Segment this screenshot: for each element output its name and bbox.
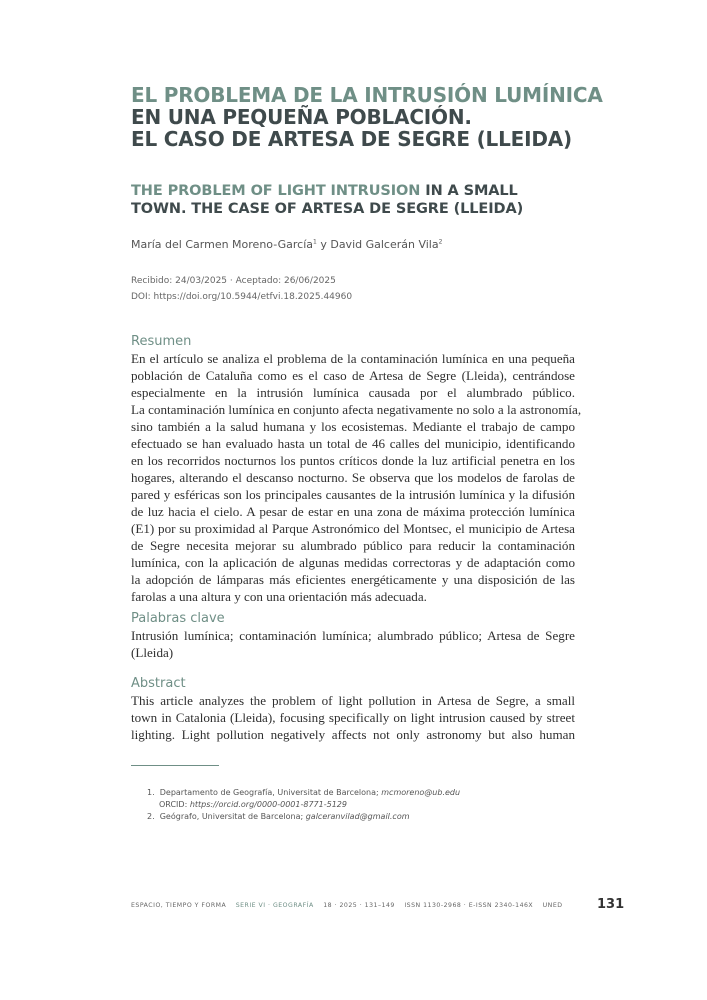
resumen-line: de Segre necesita mejorar su alumbrado público para reducir la contaminación bbox=[131, 538, 575, 553]
authors bbox=[131, 238, 442, 251]
title-line-2: EN UNA PEQUEÑA POBLACIÓN. bbox=[131, 105, 472, 129]
footnote-2-text: Geógrafo, Universitat de Barcelona; bbox=[159, 812, 306, 821]
resumen-line: lumínica, con la aplicación de algunas medidas correctoras y de adaptación como bbox=[131, 555, 575, 570]
author-2: David Galcerán Vila bbox=[330, 238, 439, 251]
resumen-line: hogares, alterando el descanso nocturno. Se observa que los modelos de farolas de bbox=[131, 470, 575, 485]
palabras-clave-line: (Lleida) bbox=[131, 645, 174, 660]
title-en-part-1: THE PROBLEM OF LIGHT INTRUSION bbox=[131, 183, 421, 199]
author-2-footnote-ref[interactable]: 2 bbox=[438, 238, 443, 246]
title-line-3: EL CASO DE ARTESA DE SEGRE (LLEIDA) bbox=[131, 127, 572, 151]
footnote-1-orcid bbox=[147, 799, 460, 811]
author-1: María del Carmen Moreno-García bbox=[131, 238, 313, 251]
palabras-clave-line: Intrusión lumínica; contaminación lumínica; alumbrado público; Artesa de Segre bbox=[131, 628, 575, 643]
resumen-line: sino también a la salud humana y los ecosistemas. Mediante el trabajo de campo bbox=[131, 419, 575, 434]
footnote-1-orcid-link[interactable]: https://orcid.org/0000-0001-8771-5129 bbox=[189, 800, 347, 809]
resumen-line: de luz hacia el cielo. A pesar de estar en una zona de máxima protección lumínica bbox=[131, 504, 575, 519]
footer-publisher: UNED bbox=[542, 902, 563, 909]
doi-link[interactable]: DOI: https://doi.org/10.5944/etfvi.18.2025.44960 bbox=[131, 292, 353, 302]
author-conjunction: y bbox=[316, 238, 331, 251]
abstract-line: lighting. Light pollution negatively affects not only astronomy but also human bbox=[131, 727, 575, 742]
footnote-divider bbox=[131, 765, 219, 766]
resumen-line: pared y esféricas son los principales causantes de la intrusión lumínica y la difusión bbox=[131, 487, 575, 502]
abstract-body bbox=[131, 692, 575, 743]
footnotes bbox=[147, 787, 460, 823]
resumen-line: La contaminación lumínica en conjunto afecta negativamente no solo a la astronomía, bbox=[131, 402, 582, 417]
resumen-body bbox=[131, 350, 582, 605]
footnote-1 bbox=[147, 787, 460, 799]
received-accepted-dates: Recibido: 24/03/2025 · Aceptado: 26/06/2025 bbox=[131, 276, 336, 286]
article-title bbox=[131, 84, 631, 150]
resumen-line: en los recorridos nocturnos los puntos críticos donde la luz artificial penetra en los bbox=[131, 453, 575, 468]
footer-issn: ISSN 1130-2968 · E-ISSN 2340-146X bbox=[404, 902, 534, 909]
footnote-2-email-link[interactable]: galceranvilad@gmail.com bbox=[305, 812, 410, 821]
title-line-1: EL PROBLEMA DE LA INTRUSIÓN LUMÍNICA bbox=[131, 83, 603, 107]
footnote-2 bbox=[147, 811, 460, 823]
footer-series: SERIE VI · GEOGRAFÍA bbox=[235, 902, 314, 909]
resumen-heading: Resumen bbox=[131, 334, 192, 349]
resumen-line: la adopción de lámparas más eficientes energéticamente y una disposición de las bbox=[131, 572, 575, 587]
resumen-line: farolas a una altura y con una orientación más adecuada. bbox=[131, 589, 427, 604]
footnote-1-orcid-label: ORCID: bbox=[159, 800, 190, 809]
page-number: 131 bbox=[597, 897, 625, 912]
abstract-heading: Abstract bbox=[131, 676, 186, 691]
page-footer bbox=[131, 902, 570, 909]
resumen-line: En el artículo se analiza el problema de la contaminación lumínica en una pequeña bbox=[131, 351, 575, 366]
abstract-line: This article analyzes the problem of light pollution in Artesa de Segre, a small bbox=[131, 693, 575, 708]
footnote-1-label: 1. bbox=[147, 788, 155, 797]
title-en-line-2: TOWN. THE CASE OF ARTESA DE SEGRE (LLEIDA) bbox=[131, 201, 524, 217]
palabras-clave-body bbox=[131, 627, 575, 661]
resumen-line: especialmente en la intrusión lumínica causada por el alumbrado público. bbox=[131, 385, 575, 400]
resumen-line: (E1) por su proximidad al Parque Astronómico del Montsec, el municipio de Artesa bbox=[131, 521, 575, 536]
footnote-2-label: 2. bbox=[147, 812, 155, 821]
author-1-footnote-ref[interactable]: 1 bbox=[313, 238, 317, 246]
title-en-part-2: IN A SMALL bbox=[420, 183, 518, 199]
footnote-1-email-link[interactable]: mcmoreno@ub.edu bbox=[381, 788, 461, 797]
footnote-1-text: Departamento de Geografía, Universitat de Barcelona; bbox=[159, 788, 382, 797]
palabras-clave-heading: Palabras clave bbox=[131, 611, 225, 626]
abstract-line: town in Catalonia (Lleida), focusing specifically on light intrusion caused by street bbox=[131, 710, 575, 725]
footer-journal: ESPACIO, TIEMPO Y FORMA bbox=[131, 902, 227, 909]
resumen-line: población de Cataluña como es el caso de Artesa de Segre (Lleida), centrándose bbox=[131, 368, 575, 383]
resumen-line: efectuado se han evaluado hasta un total de 46 calles del municipio, identificando bbox=[131, 436, 575, 451]
footer-issue: 18 · 2025 · 131–149 bbox=[323, 902, 395, 909]
article-title-english bbox=[131, 182, 631, 218]
